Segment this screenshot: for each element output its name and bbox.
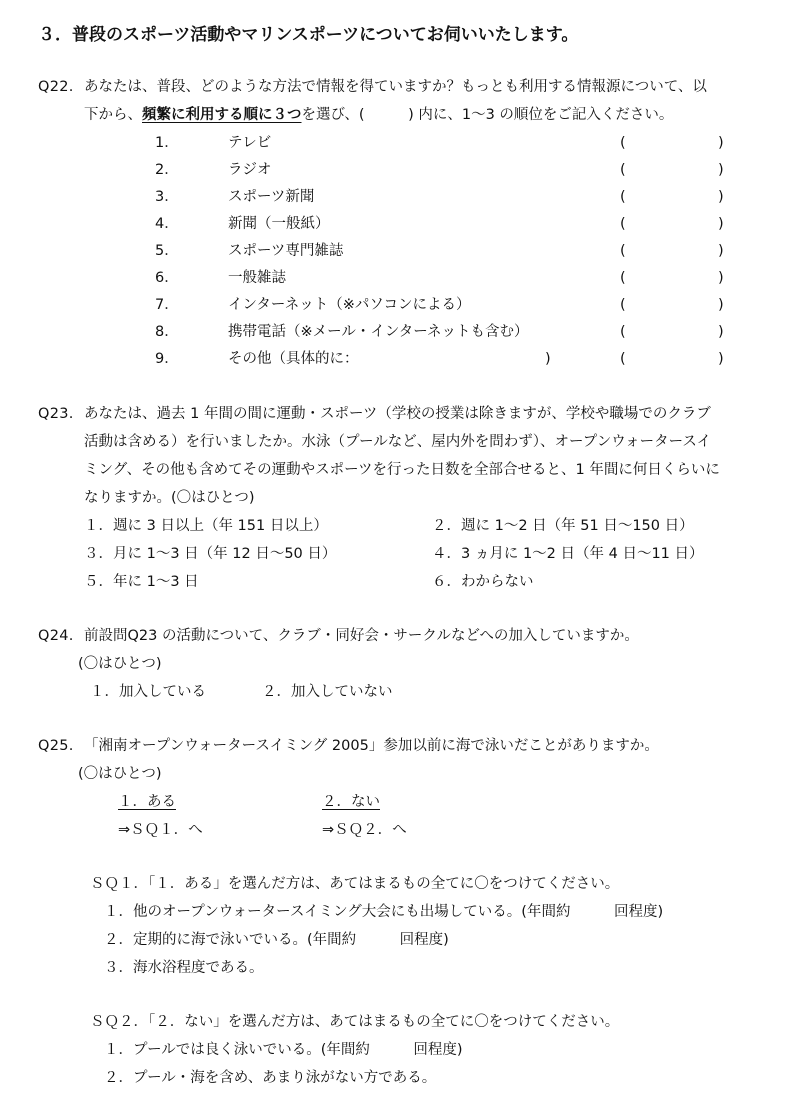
- q23-option[interactable]: ４．3 ヵ月に 1～2 日（年 4 日～11 日）: [432, 546, 704, 562]
- rank-paren-open[interactable]: (: [620, 297, 626, 313]
- q22-item-num: 8．: [155, 324, 179, 340]
- rank-paren-close: ): [718, 189, 724, 205]
- rank-paren-open[interactable]: (: [620, 216, 626, 232]
- q22-item-label: 新聞（一般紙）: [228, 216, 330, 232]
- q24-option[interactable]: １．加入している: [90, 684, 206, 700]
- q22-item-num: 7．: [155, 297, 179, 313]
- rank-paren-close: ): [718, 351, 724, 367]
- q25-note: (〇はひとつ): [78, 766, 162, 782]
- sq2-title: ＳＱ２．「２．ない」を選んだ方は、あてはまるもの全てに〇をつけてください。: [90, 1014, 620, 1030]
- q25-option-yes[interactable]: １．ある: [118, 794, 176, 810]
- q23-option[interactable]: １．週に 3 日以上（年 151 日以上）: [84, 518, 328, 534]
- rank-paren-close: ): [718, 135, 724, 151]
- rank-paren-open[interactable]: (: [620, 189, 626, 205]
- rank-paren-open[interactable]: (: [620, 135, 626, 151]
- q22-text-line1: あなたは、普段、どのような方法で情報を得ていますか？もっとも利用する情報源について、以: [84, 79, 707, 95]
- q22-item-label: テレビ: [228, 135, 272, 151]
- q22-item-num: 1．: [155, 135, 179, 151]
- rank-paren-open[interactable]: (: [620, 243, 626, 259]
- q25-text: 「湘南オープンウォータースイミング 2005」参加以前に海で泳いだことがありますか。: [84, 738, 659, 754]
- q23-number: Q23.: [38, 406, 74, 422]
- rank-paren-open[interactable]: (: [620, 351, 626, 367]
- q23-option[interactable]: ３．月に 1～3 日（年 12 日～50 日）: [84, 546, 337, 562]
- q22-line2-emphasis: 頻繁に利用する順に３つ: [142, 107, 302, 123]
- rank-paren-open[interactable]: (: [620, 270, 626, 286]
- q25-number: Q25.: [38, 738, 74, 754]
- q22-line2-b: を選び、( ) 内に、1～3 の順位をご記入ください。: [301, 107, 674, 123]
- q23-text-line4: なりますか。(〇はひとつ): [84, 490, 255, 506]
- q23-text-line1: あなたは、過去 1 年間の間に運動・スポーツ（学校の授業は除きますが、学校や職場でのクラブ: [84, 406, 711, 422]
- q22-item-num: 3．: [155, 189, 179, 205]
- rank-paren-close: ): [718, 216, 724, 232]
- sq2-item[interactable]: ２．プール・海を含め、あまり泳がない方である。: [104, 1070, 437, 1086]
- rank-paren-open[interactable]: (: [620, 162, 626, 178]
- q24-text: 前設問Q23 の活動について、クラブ・同好会・サークルなどへの加入していますか。: [84, 628, 639, 644]
- sq1-item[interactable]: １．他のオープンウォータースイミング大会にも出場している。(年間約 回程度): [104, 904, 664, 920]
- q22-number: Q22.: [38, 79, 74, 95]
- q24-number: Q24.: [38, 628, 74, 644]
- rank-paren-close: ): [718, 162, 724, 178]
- q23-option[interactable]: ６．わからない: [432, 574, 534, 590]
- q22-item-label: 携帯電話（※メール・インターネットも含む）: [228, 324, 529, 340]
- q25-goto-sq2: ⇒ＳＱ２．へ: [322, 822, 407, 838]
- q22-item-num: 6．: [155, 270, 179, 286]
- q23-option[interactable]: ５．年に 1～3 日: [84, 574, 199, 590]
- q24-option[interactable]: ２．加入していない: [262, 684, 393, 700]
- q22-item-num: 2．: [155, 162, 179, 178]
- q23-text-line2: 活動は含める）を行いましたか。水泳（プールなど、屋内外を問わず）、オープンウォータースイ: [84, 434, 712, 450]
- q22-line2-a: 下から、: [84, 107, 142, 123]
- q22-item-num: 5．: [155, 243, 179, 259]
- other-specify-close: ): [545, 351, 551, 367]
- q22-text-line2: [84, 106, 673, 126]
- q22-item-num: 4．: [155, 216, 179, 232]
- sq2-item[interactable]: １．プールでは良く泳いでいる。(年間約 回程度): [104, 1042, 463, 1058]
- q22-item-label: インターネット（※パソコンによる）: [228, 297, 471, 313]
- q23-option[interactable]: ２．週に 1～2 日（年 51 日～150 日）: [432, 518, 694, 534]
- sq1-title: ＳＱ１．「１．ある」を選んだ方は、あてはまるもの全てに〇をつけてください。: [90, 876, 620, 892]
- section-title: ３．普段のスポーツ活動やマリンスポーツについてお伺いいたします。: [38, 25, 579, 45]
- sq1-item[interactable]: ２．定期的に海で泳いでいる。(年間約 回程度): [104, 932, 449, 948]
- rank-paren-close: ): [718, 270, 724, 286]
- q22-item-label: その他（具体的に：: [228, 351, 359, 367]
- rank-paren-close: ): [718, 243, 724, 259]
- rank-paren-close: ): [718, 324, 724, 340]
- q22-item-label: スポーツ専門雑誌: [228, 243, 344, 259]
- q23-text-line3: ミング、その他も含めてその運動やスポーツを行った日数を全部合せると、1 年間に何日くらいに: [84, 462, 720, 478]
- q22-item-label: ラジオ: [228, 162, 272, 178]
- q22-item-label: スポーツ新聞: [228, 189, 315, 205]
- q24-note: (〇はひとつ): [78, 656, 162, 672]
- q22-item-label: 一般雑誌: [228, 270, 286, 286]
- q25-option-no[interactable]: ２．ない: [322, 794, 380, 810]
- sq1-item[interactable]: ３．海水浴程度である。: [104, 960, 264, 976]
- rank-paren-close: ): [718, 297, 724, 313]
- q22-item-num: 9．: [155, 351, 179, 367]
- rank-paren-open[interactable]: (: [620, 324, 626, 340]
- q25-goto-sq1: ⇒ＳＱ１．へ: [118, 822, 203, 838]
